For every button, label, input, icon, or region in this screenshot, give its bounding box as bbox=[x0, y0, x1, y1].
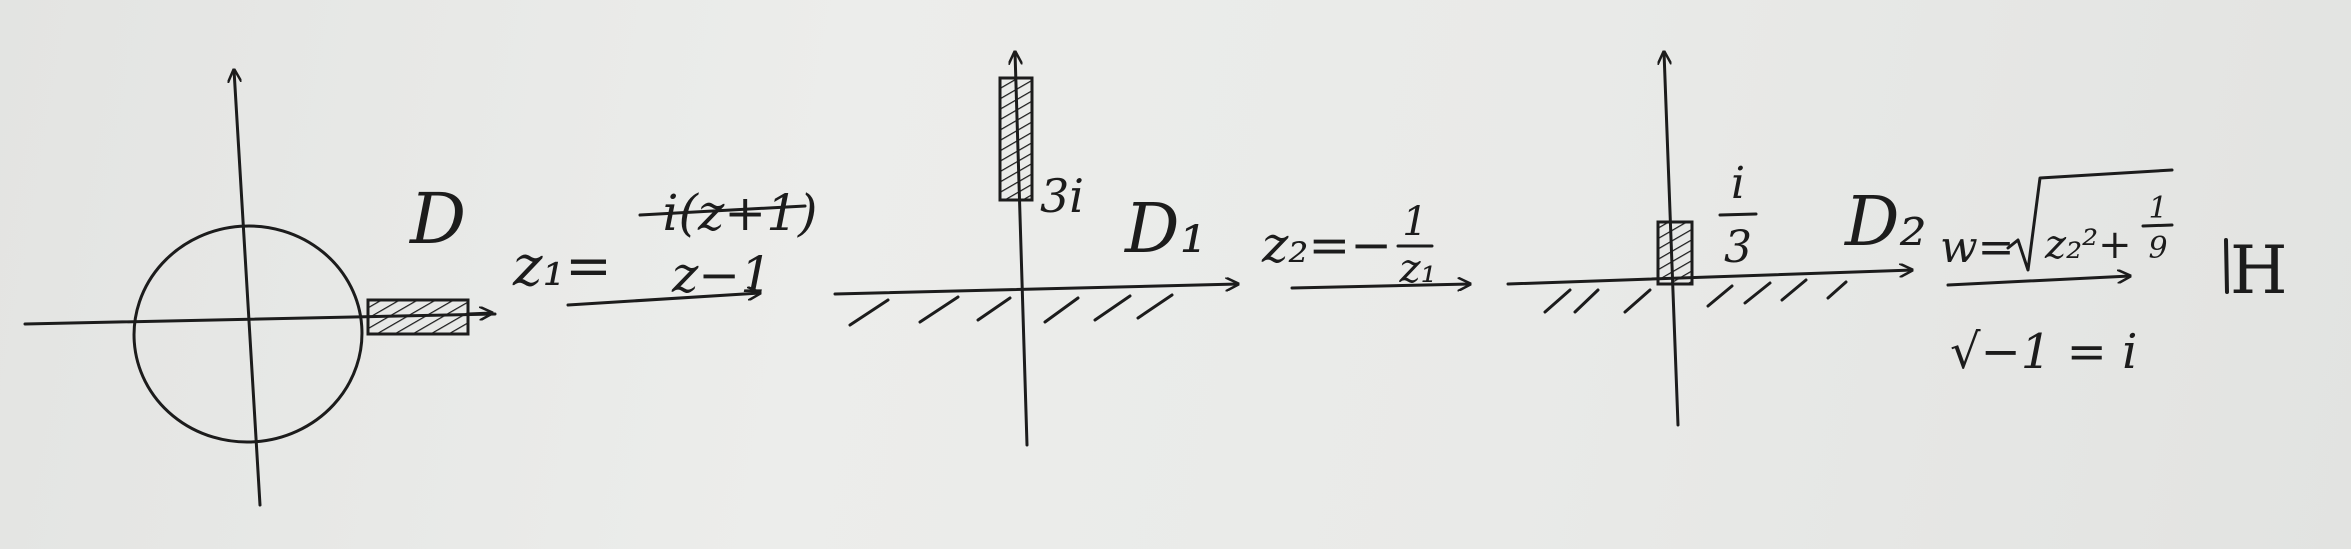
map-3 bbox=[1940, 170, 2172, 380]
lower-half-hatching bbox=[1545, 280, 1846, 312]
blackboard-bold-stroke bbox=[2226, 240, 2227, 292]
map2-numerator: 1 bbox=[1402, 199, 1428, 245]
map1-denominator: z−1 bbox=[671, 246, 773, 304]
x-axis bbox=[1508, 270, 1912, 284]
region-label-D2: D₂ bbox=[1845, 183, 1927, 262]
lower-half-hatching bbox=[850, 295, 1172, 325]
panel-half-plane-2 bbox=[1508, 52, 1927, 425]
region-label-D: D bbox=[410, 178, 467, 260]
label-fraction-bar bbox=[1720, 214, 1756, 215]
map-1 bbox=[512, 184, 818, 305]
map3-lhs: w= bbox=[1940, 222, 2015, 273]
label-frac-num: i bbox=[1730, 158, 1746, 209]
map3-note: √−1 = i bbox=[1950, 324, 2138, 380]
y-axis bbox=[234, 70, 260, 505]
unit-circle bbox=[127, 218, 370, 449]
panel-half-plane-1 bbox=[835, 52, 1238, 445]
map2-lhs: z₂=− bbox=[1262, 216, 1393, 274]
map3-frac-den: 9 bbox=[2148, 231, 2168, 266]
x-axis bbox=[835, 284, 1238, 294]
slit-region bbox=[1658, 222, 1692, 284]
x-axis-arrow bbox=[468, 313, 492, 314]
map2-arrow bbox=[1292, 284, 1470, 288]
label-frac-den: 3 bbox=[1724, 222, 1752, 273]
map2-denominator: z₁ bbox=[1399, 246, 1437, 292]
target-space bbox=[2226, 232, 2288, 309]
map3-arrow bbox=[1948, 276, 2130, 285]
region-label-D1: D₁ bbox=[1125, 190, 1207, 269]
map-2 bbox=[1261, 199, 1470, 292]
map3-radicand: z₂²+ bbox=[2045, 222, 2132, 268]
map3-fraction-bar bbox=[2143, 225, 2172, 226]
target-label-H: H bbox=[2230, 232, 2288, 309]
slit-region bbox=[368, 300, 468, 334]
slit-region bbox=[1000, 78, 1032, 200]
boundary-label-3i: 3i bbox=[1040, 169, 1084, 223]
map3-frac-num: 1 bbox=[2148, 191, 2168, 226]
panel-unit-disk bbox=[25, 70, 495, 505]
map1-numerator: i(z+1) bbox=[662, 184, 818, 242]
map1-lhs: z₁= bbox=[513, 234, 612, 299]
